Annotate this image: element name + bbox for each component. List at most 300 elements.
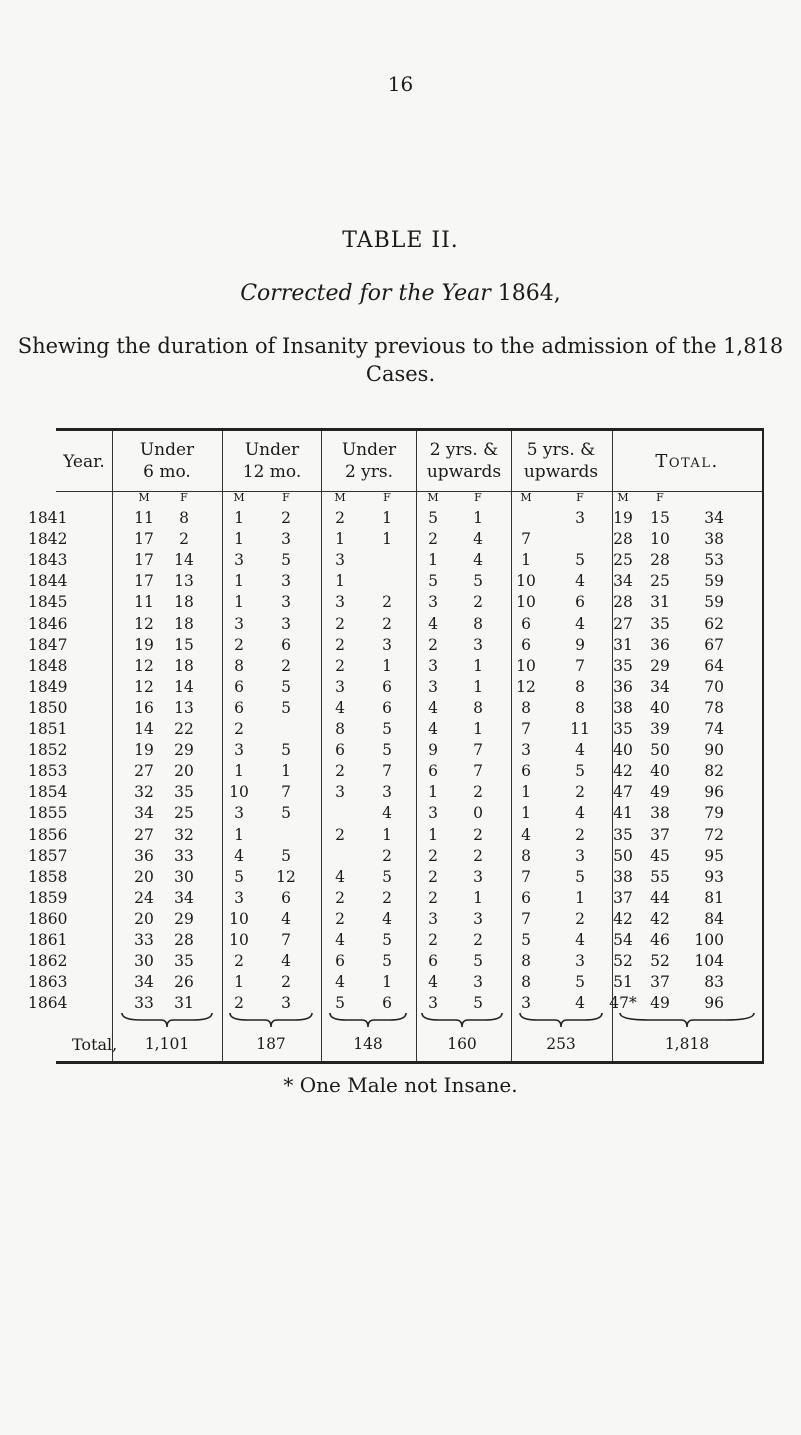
year-cell: 1842 — [28, 530, 68, 549]
year-cell: 1846 — [28, 614, 68, 633]
female-cell: 4 — [575, 741, 585, 760]
female-cell: 6 — [382, 698, 392, 717]
brace-mark — [618, 1011, 756, 1033]
female-cell: 5 — [281, 741, 291, 760]
female-cell: 1 — [382, 530, 392, 549]
male-cell: 6 — [521, 635, 531, 654]
male-cell: 4 — [234, 846, 244, 865]
female-cell: 5 — [281, 677, 291, 696]
male-cell: 2 — [428, 888, 438, 907]
year-cell: 1863 — [28, 973, 68, 992]
year-cell: 1858 — [28, 867, 68, 886]
table-row — [28, 867, 762, 891]
male-cell: 6 — [428, 952, 438, 971]
male-cell: 35 — [613, 656, 633, 675]
group-header: 5 yrs. & upwards — [523, 440, 599, 482]
male-cell: 2 — [234, 952, 244, 971]
male-subheader: M — [233, 491, 245, 504]
male-cell: 2 — [234, 994, 244, 1013]
row-total-cell: 95 — [704, 846, 724, 865]
row-total-cell: 104 — [694, 952, 724, 971]
female-cell: 2 — [382, 593, 392, 612]
female-cell: 18 — [174, 614, 194, 633]
row-total-cell: 82 — [704, 762, 724, 781]
male-cell: 4 — [428, 614, 438, 633]
female-cell: 7 — [382, 762, 392, 781]
female-cell: 18 — [174, 593, 194, 612]
female-cell: 15 — [174, 635, 194, 654]
male-cell: 12 — [134, 614, 154, 633]
female-cell: 1 — [473, 656, 483, 675]
group-total: 253 — [546, 1035, 576, 1053]
female-cell: 6 — [575, 593, 585, 612]
male-cell: 8 — [521, 846, 531, 865]
table-row — [28, 783, 762, 806]
female-subheader: F — [656, 491, 664, 504]
insanity-duration-table — [28, 428, 764, 1064]
year-cell: 1843 — [28, 551, 68, 570]
female-cell: 5 — [575, 762, 585, 781]
year-cell: 1849 — [28, 677, 68, 696]
female-cell: 14 — [174, 551, 194, 570]
male-cell: 34 — [134, 973, 154, 992]
male-cell: 4 — [335, 931, 345, 949]
female-cell: 5 — [382, 867, 392, 886]
female-cell: 7 — [473, 741, 483, 760]
row-total-cell: 100 — [694, 931, 724, 949]
table-subtitle — [0, 281, 801, 306]
male-cell: 4 — [521, 825, 531, 844]
male-cell: 2 — [335, 825, 345, 844]
female-cell: 1 — [575, 888, 585, 907]
brace-mark — [120, 1011, 214, 1033]
female-cell: 6 — [281, 888, 291, 907]
male-cell: 25 — [613, 551, 633, 570]
female-cell: 28 — [650, 551, 670, 570]
year-cell: 1848 — [28, 656, 68, 675]
female-cell: 5 — [382, 931, 392, 949]
female-cell: 4 — [281, 909, 291, 928]
female-cell: 29 — [174, 741, 194, 760]
year-cell: 1856 — [28, 825, 68, 844]
female-cell: 3 — [473, 867, 483, 886]
female-cell: 2 — [281, 973, 291, 992]
male-cell: 27 — [613, 614, 633, 633]
female-cell: 8 — [473, 698, 483, 717]
male-cell: 6 — [234, 677, 244, 696]
male-cell: 5 — [521, 931, 531, 949]
male-cell: 3 — [234, 551, 244, 570]
female-cell: 1 — [473, 677, 483, 696]
group-total: 148 — [353, 1035, 383, 1053]
table-row — [28, 572, 762, 595]
female-cell: 3 — [575, 509, 585, 527]
row-total-cell: 79 — [704, 804, 724, 823]
male-cell: 12 — [134, 656, 154, 675]
female-cell: 40 — [650, 762, 670, 781]
female-cell: 49 — [650, 783, 670, 802]
male-cell: 3 — [335, 783, 345, 802]
year-cell: 1860 — [28, 909, 68, 928]
row-total-cell: 72 — [704, 825, 724, 844]
male-cell: 2 — [335, 656, 345, 675]
male-cell: 17 — [134, 572, 154, 591]
female-cell: 2 — [575, 909, 585, 928]
male-cell: 47 — [613, 783, 633, 802]
male-cell: 54 — [613, 931, 633, 949]
male-cell: 51 — [613, 973, 633, 992]
female-cell: 2 — [473, 846, 483, 865]
year-cell: 1855 — [28, 804, 68, 823]
female-cell: 4 — [281, 952, 291, 971]
female-cell: 4 — [575, 804, 585, 823]
female-cell: 45 — [650, 846, 670, 865]
male-cell: 3 — [234, 888, 244, 907]
year-cell: 1844 — [28, 572, 68, 591]
male-cell: 2 — [335, 888, 345, 907]
female-cell: 34 — [174, 888, 194, 907]
male-cell: 28 — [613, 530, 633, 549]
male-cell: 2 — [335, 614, 345, 633]
row-total-cell: 59 — [704, 572, 724, 591]
female-cell: 3 — [575, 846, 585, 865]
female-cell: 31 — [650, 593, 670, 612]
male-cell: 24 — [134, 888, 154, 907]
table-row — [28, 614, 762, 638]
female-cell: 2 — [473, 783, 483, 802]
year-cell: 1853 — [28, 762, 68, 781]
male-cell: 8 — [521, 698, 531, 717]
male-cell: 1 — [234, 762, 244, 781]
male-cell: 34 — [613, 572, 633, 591]
table-row — [28, 741, 762, 764]
male-cell: 1 — [234, 593, 244, 612]
female-cell: 30 — [174, 867, 194, 886]
group-header: Under 2 yrs. — [341, 440, 397, 482]
table-row — [28, 973, 762, 996]
year-cell: 1859 — [28, 888, 68, 907]
male-subheader: M — [520, 491, 532, 504]
group-total: 1,818 — [664, 1035, 710, 1053]
total-header: Total. — [655, 451, 719, 472]
year-cell: 1862 — [28, 952, 68, 971]
male-cell: 27 — [134, 825, 154, 844]
male-cell: 5 — [428, 572, 438, 591]
female-cell: 3 — [473, 909, 483, 928]
male-cell: 10 — [229, 909, 249, 928]
male-cell: 12 — [134, 677, 154, 696]
year-cell: 1852 — [28, 741, 68, 760]
female-cell: 50 — [650, 741, 670, 760]
male-cell: 3 — [335, 677, 345, 696]
female-cell: 4 — [575, 994, 585, 1013]
female-cell: 36 — [650, 635, 670, 654]
female-cell: 42 — [650, 909, 670, 928]
table-row — [28, 635, 762, 659]
female-cell: 40 — [650, 698, 670, 717]
female-cell: 1 — [281, 762, 291, 781]
female-cell: 13 — [174, 572, 194, 591]
brace-mark — [328, 1011, 408, 1033]
male-cell: 1 — [428, 551, 438, 570]
female-cell: 13 — [174, 698, 194, 717]
year-cell: 1845 — [28, 593, 68, 612]
male-cell: 3 — [234, 804, 244, 823]
female-cell: 4 — [473, 551, 483, 570]
total-label: Total, — [72, 1035, 118, 1054]
male-cell: 1 — [521, 783, 531, 802]
row-total-cell: 59 — [704, 593, 724, 612]
female-cell: 3 — [281, 530, 291, 549]
female-cell: 3 — [281, 572, 291, 591]
group-header: Under 6 mo. — [139, 440, 195, 482]
table-row — [28, 656, 762, 680]
female-cell: 8 — [575, 677, 585, 696]
male-cell: 3 — [428, 656, 438, 675]
male-cell: 14 — [134, 720, 154, 738]
female-cell: 6 — [281, 635, 291, 654]
male-cell: 8 — [521, 952, 531, 971]
male-cell: 4 — [428, 720, 438, 738]
year-cell: 1861 — [28, 931, 68, 949]
male-cell: 37 — [613, 888, 633, 907]
row-total-cell: 83 — [704, 973, 724, 992]
male-cell: 6 — [335, 741, 345, 760]
male-cell: 2 — [428, 635, 438, 654]
male-cell: 6 — [234, 698, 244, 717]
male-cell: 17 — [134, 530, 154, 549]
female-cell: 2 — [179, 530, 189, 549]
row-total-cell: 96 — [704, 994, 724, 1013]
female-cell: 29 — [650, 656, 670, 675]
female-cell: 31 — [174, 994, 194, 1013]
male-cell: 2 — [335, 762, 345, 781]
table-description: Shewing the duration of Insanity previous to the admission of the 1,818 Cases. — [17, 334, 784, 386]
male-cell: 3 — [428, 909, 438, 928]
male-cell: 16 — [134, 698, 154, 717]
female-cell: 35 — [174, 952, 194, 971]
male-cell: 9 — [428, 741, 438, 760]
male-cell: 19 — [134, 741, 154, 760]
female-cell: 15 — [650, 509, 670, 527]
female-cell: 25 — [174, 804, 194, 823]
male-cell: 6 — [428, 762, 438, 781]
male-cell: 1 — [234, 572, 244, 591]
page-number: 16 — [387, 72, 414, 96]
male-cell: 50 — [613, 846, 633, 865]
row-total-cell: 74 — [704, 720, 724, 738]
male-cell: 3 — [521, 741, 531, 760]
female-cell: 9 — [575, 635, 585, 654]
male-cell: 1 — [521, 551, 531, 570]
female-subheader: F — [383, 491, 391, 504]
female-cell: 11 — [570, 720, 590, 738]
male-cell: 5 — [428, 509, 438, 527]
table-row — [28, 804, 762, 827]
male-cell: 35 — [613, 825, 633, 844]
male-subheader: M — [427, 491, 439, 504]
male-cell: 2 — [428, 867, 438, 886]
male-cell: 8 — [234, 656, 244, 675]
male-cell: 3 — [335, 593, 345, 612]
female-cell: 5 — [575, 551, 585, 570]
subtitle-year: 1864, — [490, 281, 561, 306]
male-cell: 38 — [613, 867, 633, 886]
table-title: TABLE II. — [342, 228, 459, 253]
male-cell: 1 — [521, 804, 531, 823]
row-total-cell: 93 — [704, 867, 724, 886]
table-row — [28, 909, 762, 933]
row-total-cell: 53 — [704, 551, 724, 570]
female-cell: 1 — [473, 720, 483, 738]
female-cell: 35 — [174, 783, 194, 802]
female-cell: 1 — [382, 509, 392, 527]
male-cell: 1 — [428, 825, 438, 844]
male-cell: 4 — [335, 867, 345, 886]
female-cell: 18 — [174, 656, 194, 675]
male-subheader: M — [334, 491, 346, 504]
female-cell: 1 — [382, 825, 392, 844]
male-cell: 3 — [521, 994, 531, 1013]
male-cell: 5 — [335, 994, 345, 1013]
row-total-cell: 67 — [704, 635, 724, 654]
female-cell: 38 — [650, 804, 670, 823]
female-cell: 10 — [650, 530, 670, 549]
female-cell: 2 — [473, 593, 483, 612]
female-cell: 49 — [650, 994, 670, 1013]
female-cell: 14 — [174, 677, 194, 696]
female-cell: 2 — [382, 888, 392, 907]
male-cell: 1 — [335, 572, 345, 591]
female-cell: 12 — [276, 867, 296, 886]
female-cell: 4 — [575, 614, 585, 633]
female-cell: 6 — [382, 994, 392, 1013]
female-cell: 1 — [473, 888, 483, 907]
male-cell: 3 — [234, 614, 244, 633]
female-cell: 4 — [382, 804, 392, 823]
male-cell: 10 — [516, 593, 536, 612]
female-cell: 2 — [382, 846, 392, 865]
female-cell: 2 — [382, 614, 392, 633]
group-total: 187 — [256, 1035, 286, 1053]
table-row — [28, 931, 762, 954]
female-cell: 5 — [281, 804, 291, 823]
male-subheader: M — [617, 491, 629, 504]
female-cell: 46 — [650, 931, 670, 949]
row-total-cell: 90 — [704, 741, 724, 760]
female-cell: 52 — [650, 952, 670, 971]
year-cell: 1847 — [28, 635, 68, 654]
male-cell: 2 — [335, 635, 345, 654]
male-cell: 40 — [613, 741, 633, 760]
female-cell: 1 — [382, 973, 392, 992]
male-subheader: M — [138, 491, 150, 504]
male-cell: 7 — [521, 867, 531, 886]
male-cell: 1 — [335, 530, 345, 549]
male-cell: 27 — [134, 762, 154, 781]
female-cell: 8 — [575, 698, 585, 717]
male-cell: 35 — [613, 720, 633, 738]
row-total-cell: 78 — [704, 698, 724, 717]
brace-mark — [420, 1011, 504, 1033]
female-cell: 0 — [473, 804, 483, 823]
footnote: * One Male not Insane. — [283, 1073, 518, 1097]
female-cell: 2 — [281, 656, 291, 675]
female-cell: 28 — [174, 931, 194, 949]
group-header: Under 12 mo. — [242, 440, 302, 482]
male-cell: 3 — [428, 804, 438, 823]
row-total-cell: 38 — [704, 530, 724, 549]
male-cell: 1 — [428, 783, 438, 802]
row-total-cell: 84 — [704, 909, 724, 928]
female-cell: 37 — [650, 973, 670, 992]
male-cell: 3 — [335, 551, 345, 570]
male-cell: 19 — [613, 509, 633, 527]
group-header: 2 yrs. & upwards — [426, 440, 502, 482]
male-cell: 5 — [234, 867, 244, 886]
male-cell: 11 — [134, 593, 154, 612]
male-cell: 42 — [613, 762, 633, 781]
male-cell: 7 — [521, 530, 531, 549]
female-cell: 22 — [174, 720, 194, 738]
male-cell: 4 — [335, 698, 345, 717]
table-row — [28, 825, 762, 849]
male-cell: 31 — [613, 635, 633, 654]
male-cell: 3 — [428, 593, 438, 612]
male-cell: 12 — [516, 677, 536, 696]
female-cell: 3 — [281, 994, 291, 1013]
male-cell: 7 — [521, 909, 531, 928]
row-total-cell: 96 — [704, 783, 724, 802]
female-cell: 32 — [174, 825, 194, 844]
female-cell: 5 — [473, 994, 483, 1013]
female-cell: 25 — [650, 572, 670, 591]
male-cell: 20 — [134, 909, 154, 928]
female-cell: 2 — [473, 931, 483, 949]
table-row — [28, 593, 762, 616]
male-cell: 38 — [613, 698, 633, 717]
male-cell: 10 — [516, 572, 536, 591]
table-row — [28, 846, 762, 870]
female-cell: 7 — [473, 762, 483, 781]
female-cell: 7 — [575, 656, 585, 675]
male-cell: 7 — [521, 720, 531, 738]
male-cell: 2 — [335, 909, 345, 928]
female-cell: 39 — [650, 720, 670, 738]
male-cell: 2 — [428, 846, 438, 865]
male-cell: 8 — [521, 973, 531, 992]
female-cell: 5 — [281, 551, 291, 570]
female-cell: 7 — [281, 783, 291, 802]
female-cell: 34 — [650, 677, 670, 696]
female-subheader: F — [180, 491, 188, 504]
row-total-cell: 62 — [704, 614, 724, 633]
row-total-cell: 64 — [704, 656, 724, 675]
brace-mark — [228, 1011, 314, 1033]
row-total-cell: 34 — [704, 509, 724, 527]
table-row — [28, 888, 762, 912]
male-cell: 4 — [428, 973, 438, 992]
male-cell: 32 — [134, 783, 154, 802]
female-cell: 3 — [473, 973, 483, 992]
male-cell: 8 — [335, 720, 345, 738]
male-cell: 36 — [613, 677, 633, 696]
year-cell: 1841 — [28, 509, 68, 527]
female-cell: 5 — [281, 846, 291, 865]
female-cell: 44 — [650, 888, 670, 907]
female-cell: 1 — [473, 509, 483, 527]
male-cell: 10 — [229, 931, 249, 949]
